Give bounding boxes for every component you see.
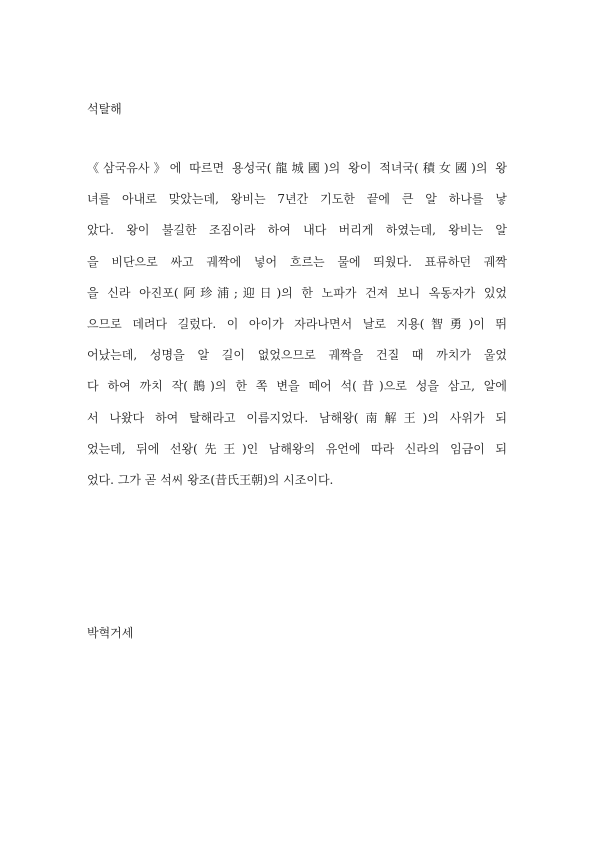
paragraph-line: 녀를 아내로 맞았는데, 왕비는 7년간 기도한 끝에 큰 알 하나를 낳 bbox=[87, 192, 507, 207]
paragraph-line: 《삼국유사》에 따르면 용성국(龍城國)의 왕이 적녀국(積女國)의 왕 bbox=[87, 161, 507, 175]
paragraph-line: 을 비단으로 싸고 궤짝에 넣어 흐르는 물에 띄웠다. 표류하던 궤짝 bbox=[87, 254, 507, 269]
paragraph-line: 다 하여 까치 작(鵲)의 한 쪽 변을 떼어 석(昔)으로 성을 삼고, 알에 bbox=[87, 379, 507, 394]
body-paragraph bbox=[87, 160, 507, 503]
paragraph-line: 으므로 데려다 길렀다. 이 아이가 자라나면서 날로 지용(智勇)이 뛰 bbox=[87, 316, 507, 331]
paragraph-line: 었는데, 뒤에 선왕(先王)인 남해왕의 유언에 따라 신라의 임금이 되 bbox=[87, 441, 507, 456]
paragraph-line: 았다. 왕이 불길한 조짐이라 하여 내다 버리게 하였는데, 왕비는 알 bbox=[87, 223, 507, 238]
section-title-bakhyeokgeose: 박혁거세 bbox=[87, 626, 134, 640]
paragraph-line: 었다. 그가 곧 석씨 왕조(昔氏王朝)의 시조이다. bbox=[87, 472, 334, 487]
section-title-seoktalhae: 석탈해 bbox=[87, 102, 122, 116]
paragraph-line: 을 신라 아진포(阿珍浦;迎日)의 한 노파가 건져 보니 옥동자가 있었 bbox=[87, 285, 507, 300]
paragraph-line: 어났는데, 성명을 알 길이 없었으므로 궤짝을 건질 때 까치가 울었 bbox=[87, 348, 507, 363]
paragraph-line: 서 나왔다 하여 탈해라고 이름지었다. 남해왕(南解王)의 사위가 되 bbox=[87, 410, 507, 425]
